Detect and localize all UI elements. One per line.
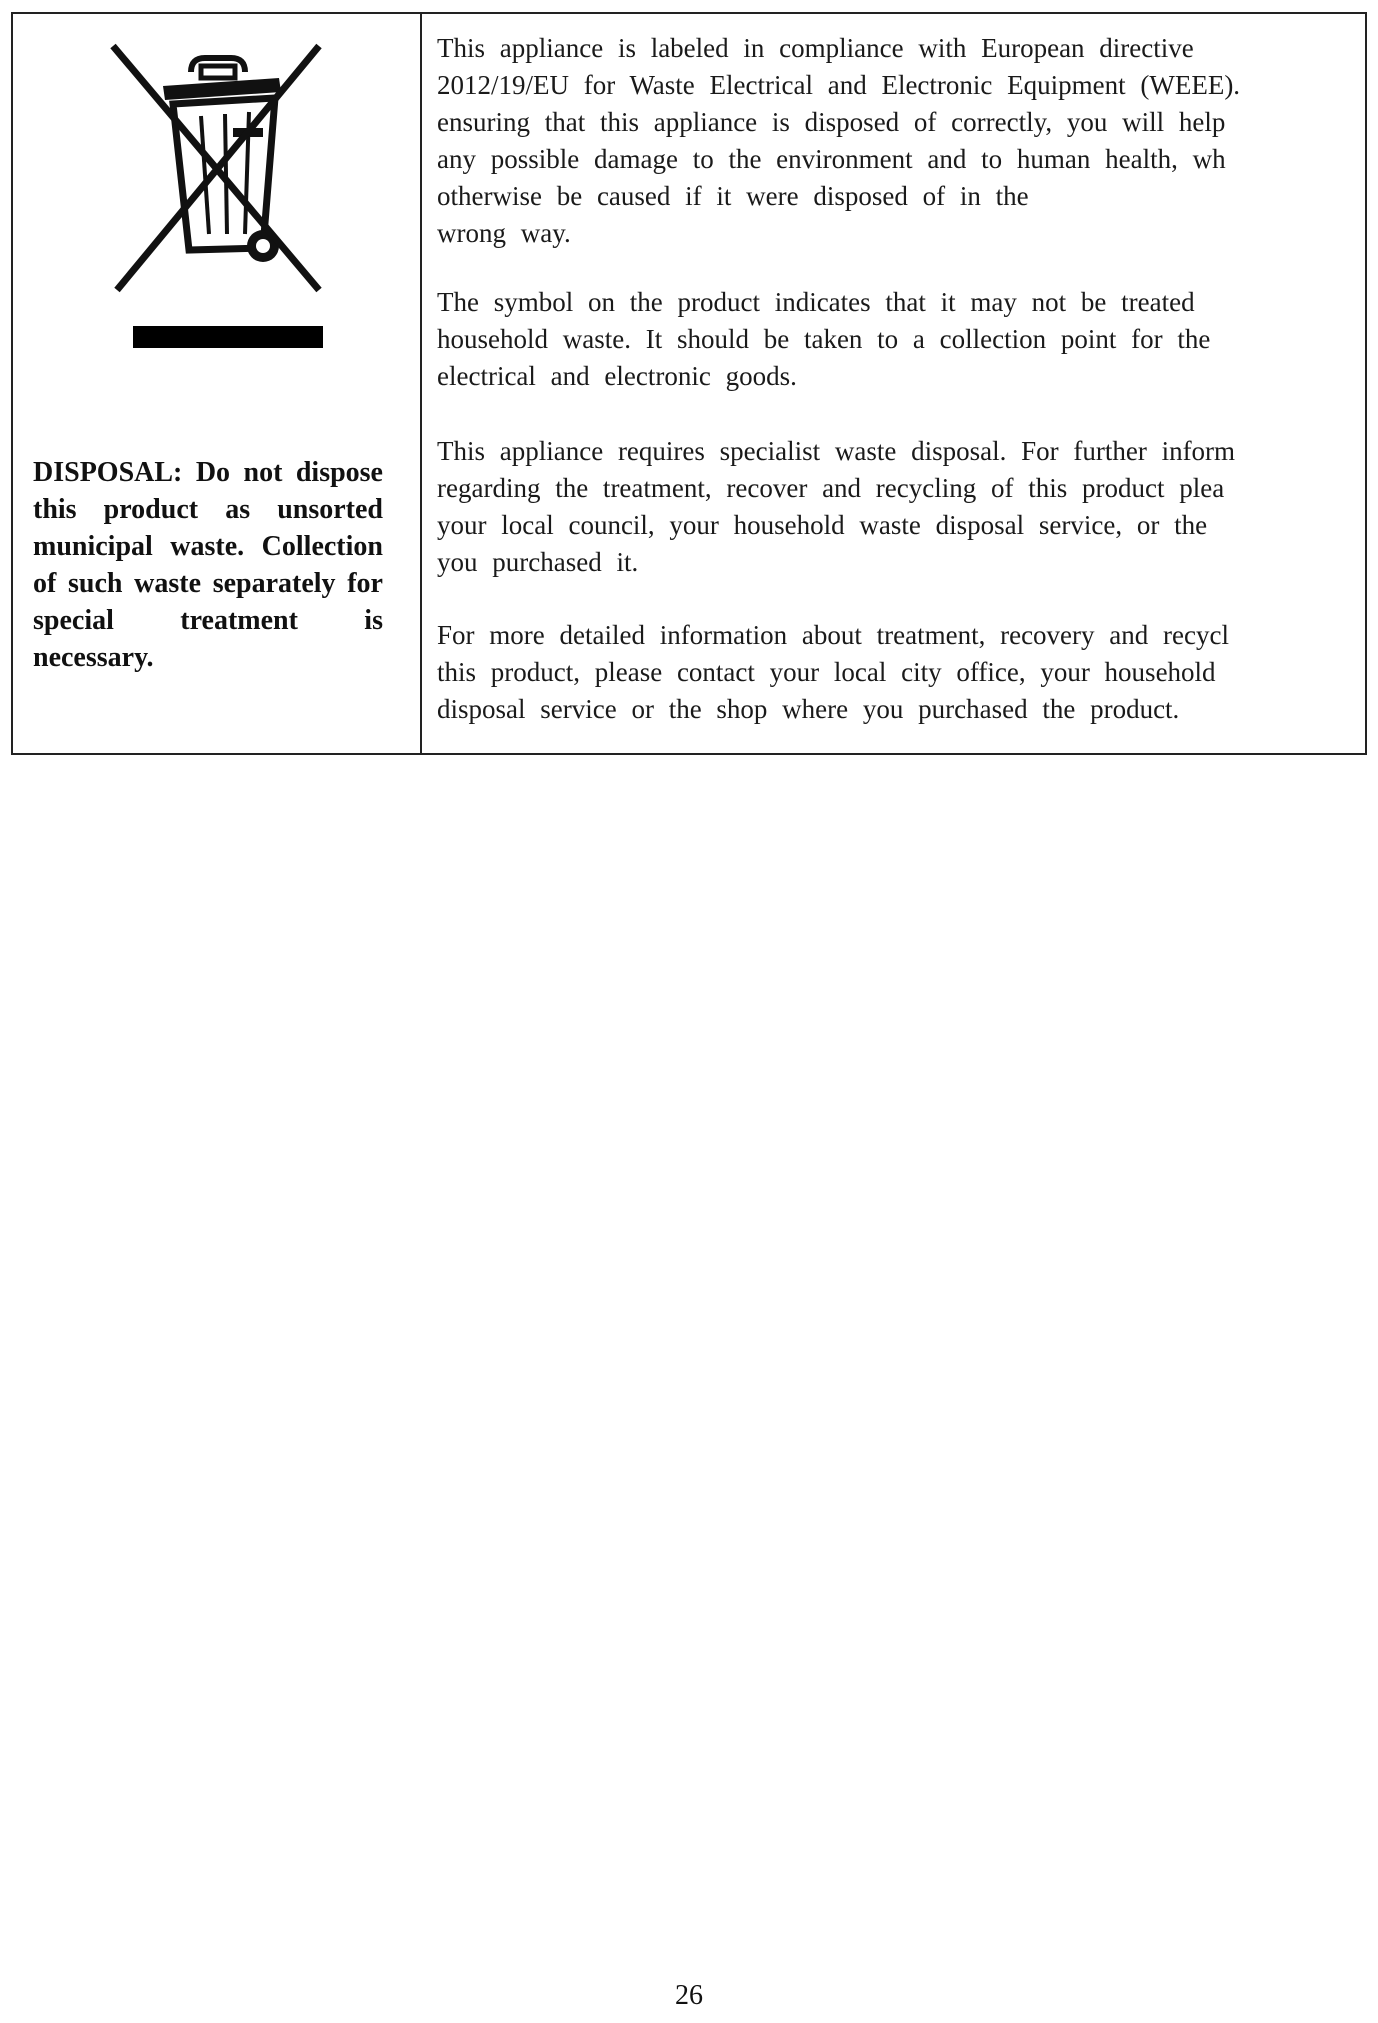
text-line: disposal service or the shop where you purchased the product. (437, 694, 1180, 724)
text-line: your local council, your household waste disposal service, or the (437, 510, 1208, 540)
column-divider (420, 14, 422, 753)
text-line: electrical and electronic goods. (437, 361, 797, 391)
paragraph-symbol-meaning (437, 284, 1210, 395)
text-line: For more detailed information about treatment, recovery and recycl (437, 620, 1229, 650)
text-line: ensuring that this appliance is disposed of correctly, you will help (437, 107, 1226, 137)
weee-description (437, 20, 1367, 750)
text-line: this product, please contact your local city office, your household (437, 657, 1216, 687)
page-number: 26 (675, 1980, 703, 2011)
disposal-note: DISPOSAL: Do not dispose this product as unsorted municipal waste. Collection of such waste separately for special treatment is necessary. (33, 457, 383, 673)
text-line: regarding the treatment, recover and recycling of this product plea (437, 473, 1225, 503)
text-line: otherwise be caused if it were disposed of in the (437, 181, 1029, 211)
text-line: any possible damage to the environment and to human health, wh (437, 144, 1226, 174)
crossed-out-wheeled-bin-icon (103, 28, 343, 348)
text-line: you purchased it. (437, 547, 639, 577)
text-line: This appliance is labeled in compliance with European directive (437, 33, 1194, 63)
text-line: 2012/19/EU for Waste Electrical and Electronic Equipment (WEEE). (437, 70, 1241, 100)
text-line: This appliance requires specialist waste disposal. For further inform (437, 436, 1236, 466)
paragraph-weee-compliance (437, 30, 1240, 252)
text-line: wrong way. (437, 218, 571, 248)
text-line: household waste. It should be taken to a collection point for the (437, 324, 1211, 354)
paragraph-more-information (437, 617, 1229, 728)
text-line: The symbol on the product indicates that it may not be treated (437, 287, 1195, 317)
weee-info-table (11, 12, 1367, 755)
paragraph-specialist-disposal (437, 433, 1235, 581)
